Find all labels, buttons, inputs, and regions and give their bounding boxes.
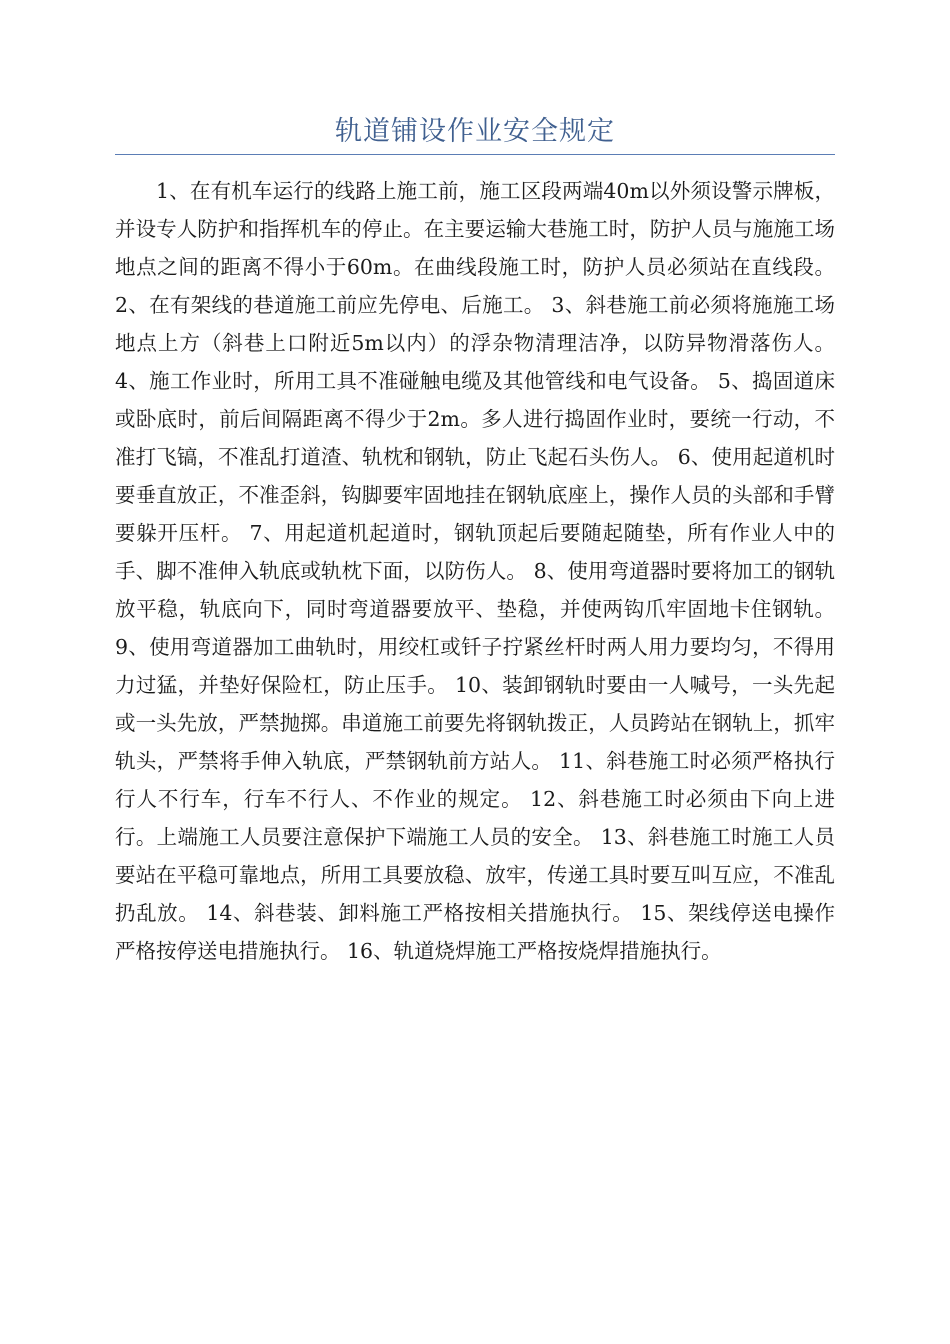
title-underline bbox=[115, 154, 835, 155]
document-title: 轨道铺设作业安全规定 bbox=[335, 116, 615, 147]
document-body: 1、在有机车运行的线路上施工前，施工区段两端40m以外须设警示牌板，并设专人防护和指挥机车的停止。在主要运输大巷施工时，防护人员与施施工场地点之间的距离不得小于60m。在曲线段施工时，防护人员必须站在直线段。 2、在有架线的巷道施工前应先停电、后施工。 3、斜巷施工前必须将施施工场地点上方（斜巷上口附近5m以内）的浮杂物清理洁净，以防异物滑落伤人。 4、施工作业时，所用工具不准碰触电缆及其他管线和电气设备。 5、捣固道床或卧底时，前后间隔距离不得少于2m。多人进行捣固作业时，要统一行动，不准打飞镐，不准乱打道渣、轨枕和钢轨，防止飞起石头伤人。 6、使用起道机时要垂直放正，不准歪斜，钩脚要牢固地挂在钢轨底座上，操作人员的头部和手臂要躲开压杆。 7、用起道机起道时，钢轨顶起后要随起随垫，所有作业人中的手、脚不准伸入轨底或轨枕下面，以防伤人。 8、使用弯道器时要将加工的钢轨放平稳，轨底向下，同时弯道器要放平、垫稳，并使两钩爪牢固地卡住钢轨。 9、使用弯道器加工曲轨时，用绞杠或钎子拧紧丝杆时两人用力要均匀，不得用力过猛，并垫好保险杠，防止压手。 10、装卸钢轨时要由一人喊号，一头先起或一头先放，严禁抛掷。串道施工前要先将钢轨拨正，人员跨站在钢轨上，抓牢轨头，严禁将手伸入轨底，严禁钢轨前方站人。 11、斜巷施工时必须严格执行行人不行车，行车不行人、不作业的规定。 12、斜巷施工时必须由下向上进行。上端施工人员要注意保护下端施工人员的安全。 13、斜巷施工时施工人员要站在平稳可靠地点，所用工具要放稳、放牢，传递工具时要互叫互应，不准乱扔乱放。 14、斜巷装、卸料施工严格按相关措施执行。 15、架线停送电操作严格按停送电措施执行。 16、轨道烧焊施工严格按烧焊措施执行。 bbox=[115, 179, 835, 963]
